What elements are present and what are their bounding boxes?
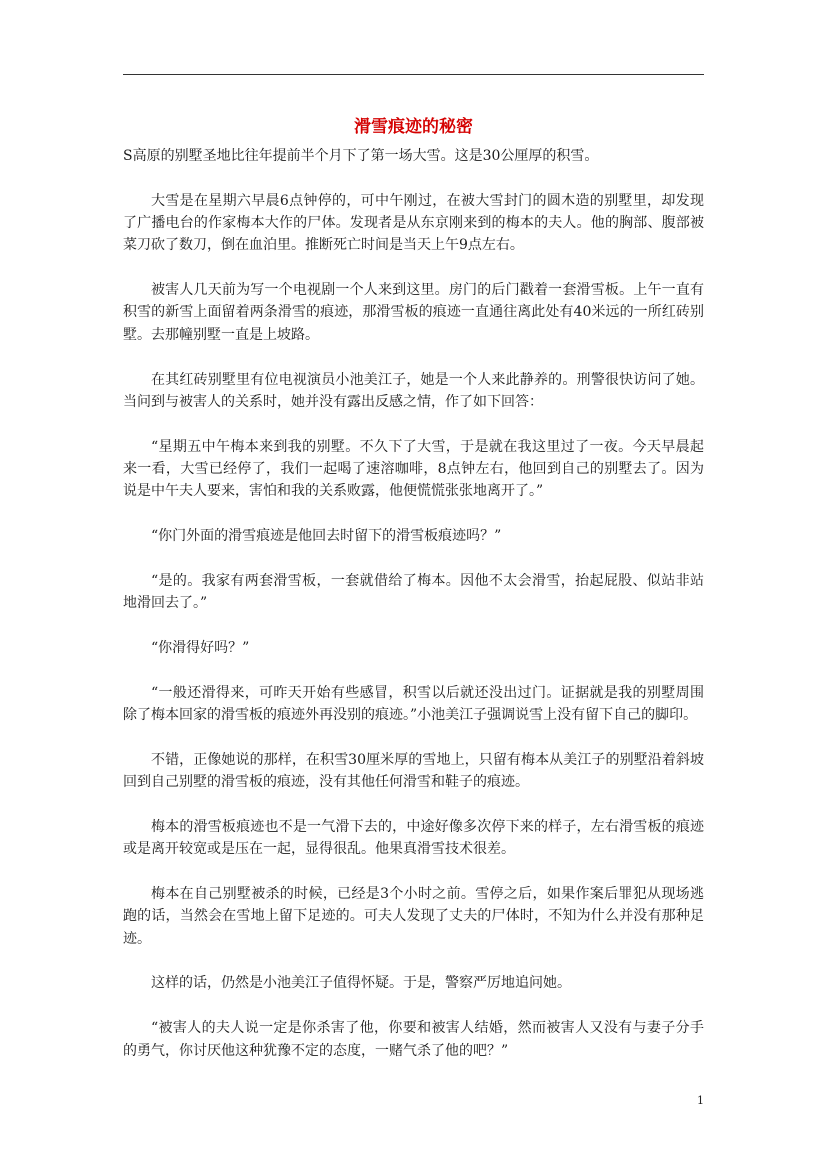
header-rule [123, 74, 704, 75]
document-body [123, 145, 704, 1062]
paragraph: 这样的话，仍然是小池美江子值得怀疑。于是，警察严厉地追问她。 [151, 975, 571, 992]
paragraph: “你滑得好吗？” [151, 639, 250, 656]
document-title: 滑雪痕迹的秘密 [354, 117, 473, 137]
paragraph: 梅本的滑雪板痕迹也不是一气滑下去的，中途好像多次停下来的样子，左右滑雪板的痕迹或是离开较宽或是压在一起，显得很乱。他果真滑雪技术很差。 [123, 818, 704, 858]
paragraph: “一般还滑得来，可昨天开始有些感冒，积雪以后就还没出过门。证据就是我的别墅周围除了梅本回家的滑雪板的痕迹外再没别的痕迹。”小池美江子强调说雪上没有留下自己的脚印。 [123, 684, 704, 724]
paragraph: “被害人的夫人说一定是你杀害了他，你要和被害人结婚，然而被害人又没有与妻子分手的勇气，你讨厌他这种犹豫不定的态度，一赌气杀了他的吧？” [123, 1020, 704, 1059]
page-number: 1 [697, 1094, 704, 1107]
paragraph: 大雪是在星期六早晨6点钟停的，可中午刚过，在被大雪封门的圆木造的别墅里，却发现了广播电台的作家梅本大作的尸体。发现者是从东京刚来到的梅本的夫人。他的胸部、腹部被菜刀砍了数刀，倒在血泊里。推断死亡时间是当天上午9点左右。 [123, 192, 704, 254]
paragraph: “星期五中午梅本来到我的别墅。不久下了大雪，于是就在我这里过了一夜。今天早晨起来一看，大雪已经停了，我们一起喝了速溶咖啡，8点钟左右，他回到自己的别墅去了。因为说是中午夫人要来，害怕和我的关系败露，他便慌慌张张地离开了。” [123, 438, 704, 500]
paragraph: 梅本在自己别墅被杀的时候，已经是3个小时之前。雪停之后，如果作案后罪犯从现场逃跑的话，当然会在雪地上留下足迹的。可夫人发现了丈夫的尸体时，不知为什么并没有那种足迹。 [123, 886, 704, 947]
paragraph: 被害人几天前为写一个电视剧一个人来到这里。房门的后门戳着一套滑雪板。上午一直有积雪的新雪上面留着两条滑雪的痕迹，那滑雪板的痕迹一直通往离此处有40米远的一所红砖别墅。去那幢别墅一直是上坡路。 [123, 282, 704, 343]
paragraph: 不错，正像她说的那样，在积雪30厘米厚的雪地上，只留有梅本从美江子的别墅沿着斜坡回到自己别墅的滑雪板的痕迹，没有其他任何滑雪和鞋子的痕迹。 [123, 751, 704, 791]
paragraph: “你门外面的滑雪痕迹是他回去时留下的滑雪板痕迹吗？” [151, 528, 502, 545]
paragraph: 在其红砖别墅里有位电视演员小池美江子，她是一个人来此静养的。刑警很快访问了她。当问到与被害人的关系时，她并没有露出反感之情，作了如下回答： [123, 371, 704, 410]
paragraph: S高原的别墅圣地比往年提前半个月下了第一场大雪。这是30公厘厚的积雪。 [123, 148, 599, 164]
paragraph: “是的。我家有两套滑雪板，一套就借给了梅本。因他不太会滑雪，抬起屁股、似站非站地滑回去了。” [123, 572, 704, 612]
